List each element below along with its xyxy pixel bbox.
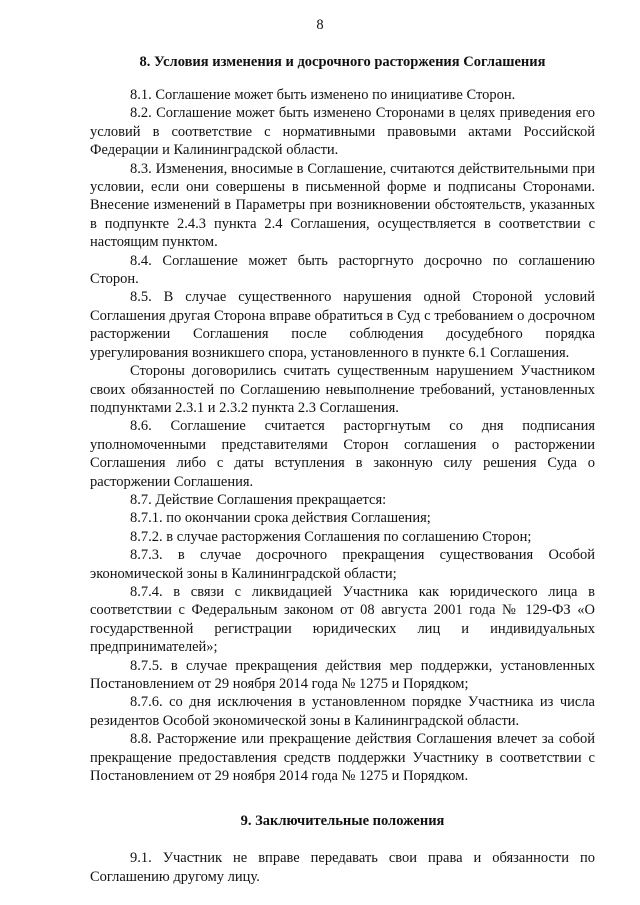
page-number: 8 bbox=[316, 17, 324, 33]
paragraph-8-2: 8.2. Соглашение может быть изменено Сторонами в целях приведения его условий в соответствие с нормативными правовыми актами Российской Федерации и Калининградской области. bbox=[90, 105, 595, 159]
paragraph-8-7-1: 8.7.1. по окончании срока действия Соглашения; bbox=[130, 510, 431, 527]
section-8-heading: 8. Условия изменения и досрочного расторжения Соглашения bbox=[139, 54, 546, 70]
paragraph-9-1: 9.1. Участник не вправе передавать свои права и обязанности по Соглашению другому лицу. bbox=[90, 850, 595, 885]
paragraph-8-7-3: 8.7.3. в случае досрочного прекращения существования Особой экономической зоны в Калининградской области; bbox=[90, 547, 595, 582]
paragraph-8-8: 8.8. Расторжение или прекращение действия Соглашения влечет за собой прекращение предоставления средств поддержки Участнику в соответствии с Постановлением от 29 ноября 2014 года № 1275 и Порядком. bbox=[90, 731, 595, 785]
paragraph-8-6: 8.6. Соглашение считается расторгнутым со дня подписания уполномоченными представителями Сторон соглашения о расторжении Соглашения либо с даты вступления в законную силу решения Суда о расторжении Соглашения. bbox=[90, 418, 595, 490]
paragraph-8-7-5: 8.7.5. в случае прекращения действия мер поддержки, установленных Постановлением от 29 ноября 2014 года № 1275 и Порядком; bbox=[90, 657, 595, 692]
paragraph-8-5-note: Стороны договорились считать существенным нарушением Участником своих обязанностей по Соглашению невыполнение требований, установленных подпунктами 2.3.1 и 2.3.2 пункта 2.3 Соглашения. bbox=[90, 363, 595, 416]
paragraph-8-3: 8.3. Изменения, вносимые в Соглашение, считаются действительными при условии, если они совершены в письменной форме и подписаны Сторонами. Внесение изменений в Параметры при возникновении обстоятельств, указанных в подпункте 2.4.3 пункта 2.4 Соглашения, осуществляется в соответствии с настоящим пунктом. bbox=[90, 160, 595, 251]
paragraph-8-4: 8.4. Соглашение может быть расторгнуто досрочно по соглашению Сторон. bbox=[90, 252, 595, 288]
paragraph-8-7: 8.7. Действие Соглашения прекращается: bbox=[130, 491, 387, 508]
paragraph-8-7-4: 8.7.4. в связи с ликвидацией Участника как юридического лица в соответствии с Федеральным законом от 08 августа 2001 года № 129-ФЗ «О государственной регистрации юридических лиц и индивидуальных предпринимателей»; bbox=[90, 583, 595, 656]
paragraph-8-7-6: 8.7.6. со дня исключения в установленном порядке Участника из числа резидентов Особой экономической зоны в Калининградской области. bbox=[90, 694, 595, 729]
document-body bbox=[90, 52, 595, 886]
paragraph-8-7-2: 8.7.2. в случае расторжения Соглашения по соглашению Сторон; bbox=[130, 528, 532, 545]
paragraph-8-1: 8.1. Соглашение может быть изменено по инициативе Сторон. bbox=[130, 87, 516, 103]
section-9-heading: 9. Заключительные положения bbox=[240, 813, 445, 830]
paragraph-8-5: 8.5. В случае существенного нарушения одной Стороной условий Соглашения другая Сторона вправе обратиться в Суд с требованием о досрочном расторжении Соглашения после соблюдения досудебного порядка урегулирования возникшего спора, установленного в пункте 6.1 Соглашения. bbox=[90, 289, 595, 361]
